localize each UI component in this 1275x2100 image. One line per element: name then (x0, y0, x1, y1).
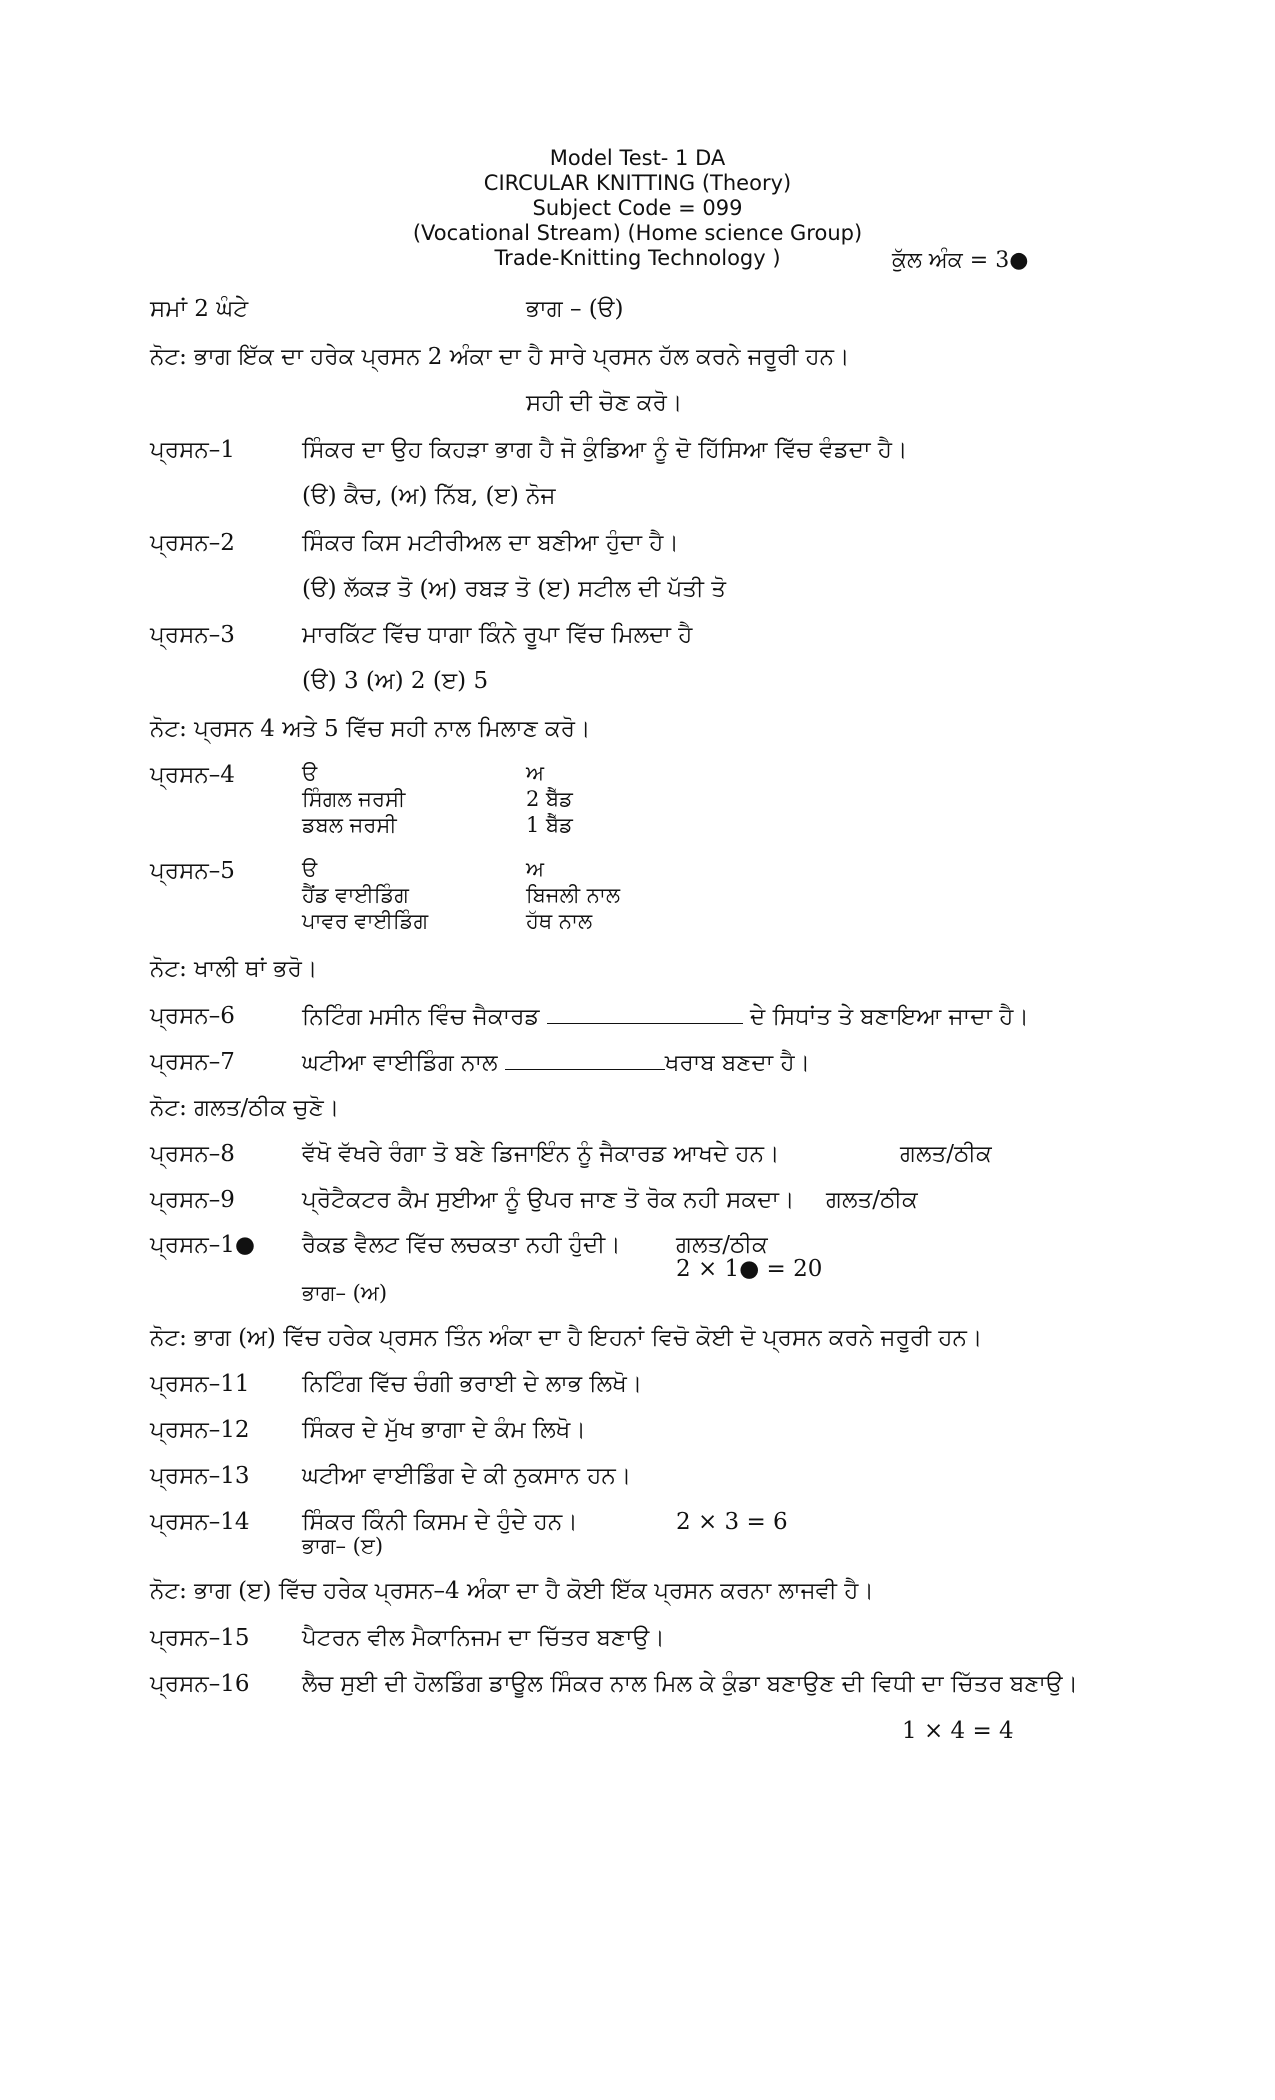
section-c-note: ਨੋਟ: ਭਾਗ (ੲ) ਵਿੱਚ ਹਰੇਕ ਪ੍ਰਸਨ–4 ਅੰਕਾ ਦਾ ਹੈ ਕੋਈ ਇੱਕ ਪ੍ਰਸਨ ਕਰਨਾ ਲਾਜਵੀ ਹੈ। (150, 1578, 874, 1604)
question-text: ਪ੍ਰੋਟੈਕਟਰ ਕੈਮ ਸੁਈਆ ਨੂੰ ਉਪਰ ਜਾਣ ਤੋ ਰੋਕ ਨਹੀ ਸਕਦਾ। (302, 1187, 795, 1213)
question-text: ਮਾਰਕਿੱਟ ਵਿੱਚ ਧਾਗਾ ਕਿੰਨੇ ਰੂਪਾ ਵਿੱਚ ਮਿਲਦਾ ਹੈ (302, 622, 693, 648)
column-a-head: ੳ (302, 857, 318, 881)
question-number: ਪ੍ਰਸਨ–15 (150, 1625, 250, 1651)
question-number: ਪ੍ਰਸਨ–6 (150, 1003, 235, 1029)
match-note: ਨੋਟ: ਪ੍ਰਸਨ 4 ਅਤੇ 5 ਵਿੱਚ ਸਹੀ ਨਾਲ ਮਿਲਾਣ ਕਰੋ। (150, 716, 591, 742)
question-options: (ੳ) ਕੈਚ, (ਅ) ਨਿੱਬ, (ੲ) ਨੋਜ (302, 483, 556, 509)
question-text: ਸਿੰਕਰ ਕਿੰਨੀ ਕਿਸਮ ਦੇ ਹੁੰਦੇ ਹਨ। (302, 1509, 578, 1535)
match-item-b: 1 ਬੈੱਡ (526, 813, 573, 837)
section-a-instruction: ਸਹੀ ਦੀ ਚੋਣ ਕਰੋ। (526, 390, 683, 416)
total-marks: ਕੁੱਲ ਅੰਕ = 3● (892, 248, 1029, 273)
section-c-title: ਭਾਗ– (ੲ) (302, 1534, 384, 1558)
match-table (302, 856, 620, 934)
match-row (302, 882, 620, 908)
stream-group: (Vocational Stream) (Home science Group) (412, 221, 863, 245)
question-text: ਘਟੀਆ ਵਾਈਡਿੰਗ ਦੇ ਕੀ ਨੁਕਸਾਨ ਹਨ। (302, 1463, 632, 1489)
question-text: ਸਿੰਕਰ ਕਿਸ ਮਟੀਰੀਅਲ ਦਾ ਬਣੀਆ ਹੁੰਦਾ ਹੈ। (302, 530, 679, 556)
question-text-before: ਨਿਟਿੰਗ ਮਸੀਨ ਵਿੰਚ ਜੈਕਾਰਡ (302, 1004, 540, 1030)
question-text: ਸਿੰਕਰ ਦਾ ਉਹ ਕਿਹੜਾ ਭਾਗ ਹੈ ਜੋ ਕੁੰਡਿਆ ਨੂੰ ਦੋ ਹਿੱਸਿਆ ਵਿੱਚ ਵੰਡਦਾ ਹੈ। (302, 437, 908, 463)
true-false-choice: ਗਲਤ/ਠੀਕ (900, 1141, 992, 1167)
question-number: ਪ੍ਰਸਨ–16 (150, 1671, 250, 1697)
blank-field (547, 1003, 743, 1024)
question-text (302, 1003, 1029, 1030)
match-item-a: ਪਾਵਰ ਵਾਈਡਿੰਗ (302, 909, 429, 933)
match-item-a: ਹੈਂਡ ਵਾਈਡਿੰਗ (302, 883, 409, 907)
match-item-b: ਬਿਜਲੀ ਨਾਲ (526, 883, 621, 907)
subject-title: CIRCULAR KNITTING (Theory) (483, 171, 792, 195)
question-number: ਪ੍ਰਸਨ–11 (150, 1371, 250, 1397)
section-b-title: ਭਾਗ– (ਅ) (302, 1281, 388, 1305)
question-number: ਪ੍ਰਸਨ–1 (150, 437, 235, 463)
column-b-head: ਅ (526, 857, 545, 881)
match-row (302, 908, 620, 934)
question-number: ਪ੍ਰਸਨ–7 (150, 1049, 235, 1075)
section-b-note: ਨੋਟ: ਭਾਗ (ਅ) ਵਿੱਚ ਹਰੇਕ ਪ੍ਰਸਨ ਤਿੰਨ ਅੰਕਾ ਦਾ ਹੈ ਇਹਨਾਂ ਵਿਚੋ ਕੋਈ ਦੋ ਪ੍ਰਸਨ ਕਰਨੇ ਜਰੂਰੀ ਹਨ। (150, 1325, 983, 1351)
section-a-note: ਨੋਟ: ਭਾਗ ਇੱਕ ਦਾ ਹਰੇਕ ਪ੍ਰਸਨ 2 ਅੰਕਾ ਦਾ ਹੈ ਸਾਰੇ ਪ੍ਰਸਨ ਹੱਲ ਕਰਨੇ ਜਰੂਰੀ ਹਨ। (150, 344, 850, 370)
question-text: ਵੱਖੋ ਵੱਖਰੇ ਰੰਗਾ ਤੋ ਬਣੇ ਡਿਜਾਇੰਨ ਨੂੰ ਜੈਕਾਰਡ ਆਖਦੇ ਹਨ। (302, 1141, 780, 1167)
question-options: (ੳ) ਲੱਕੜ ਤੋ (ਅ) ਰਬੜ ਤੋ (ੲ) ਸਟੀਲ ਦੀ ਪੱਤੀ ਤੋ (302, 576, 726, 602)
section-b-marks: 2 × 3 = 6 (676, 1509, 788, 1535)
question-options: (ੳ) 3 (ਅ) 2 (ੲ) 5 (302, 668, 489, 694)
question-number: ਪ੍ਰਸਨ–8 (150, 1141, 235, 1167)
question-text-after: ਦੇ ਸਿਧਾਂਤ ਤੇ ਬਣਾਇਆ ਜਾਦਾ ਹੈ। (750, 1004, 1029, 1030)
question-number: ਪ੍ਰਸਨ–14 (150, 1509, 250, 1535)
question-text (302, 1049, 810, 1076)
question-number: ਪ੍ਰਸਨ–4 (150, 762, 235, 788)
match-item-b: ਹੱਥ ਨਾਲ (526, 909, 593, 933)
question-text-after: ਖਰਾਬ ਬਣਦਾ ਹੈ। (664, 1050, 811, 1076)
question-number: ਪ੍ਰਸਨ–1● (150, 1232, 255, 1258)
blank-field (505, 1049, 665, 1070)
exam-header (0, 146, 1275, 271)
match-table (302, 760, 573, 838)
column-a-head: ੳ (302, 761, 318, 785)
model-test-title: Model Test- 1 DA (549, 146, 726, 170)
question-number: ਪ੍ਰਸਨ–2 (150, 530, 235, 556)
match-item-a: ਸਿੰਗਲ ਜਰਸੀ (302, 787, 406, 811)
true-false-note: ਨੋਟ: ਗਲਤ/ਠੀਕ ਚੁਣੋ। (150, 1095, 340, 1121)
trade-name: Trade-Knitting Technology ) (494, 246, 781, 270)
match-row (302, 786, 573, 812)
match-row (302, 812, 573, 838)
section-c-marks: 1 × 4 = 4 (902, 1718, 1014, 1744)
question-text: ਸਿੰਕਰ ਦੇ ਮੁੱਖ ਭਾਗਾ ਦੇ ਕੰਮ ਲਿਖੋ। (302, 1417, 586, 1443)
question-number: ਪ੍ਰਸਨ–5 (150, 858, 235, 884)
question-text: ਨਿਟਿੰਗ ਵਿੱਚ ਚੰਗੀ ਭਰਾਈ ਦੇ ਲਾਭ ਲਿਖੋ। (302, 1371, 643, 1397)
true-false-choice: ਗਲਤ/ਠੀਕ (676, 1232, 768, 1258)
exam-time: ਸਮਾਂ 2 ਘੰਟੇ (150, 296, 249, 322)
subject-code: Subject Code = 099 (532, 196, 743, 220)
section-a-marks: 2 × 1● = 20 (676, 1256, 823, 1282)
question-text: ਲੈਚ ਸੁਈ ਦੀ ਹੋਲਡਿੰਗ ਡਾਊਲ ਸਿੰਕਰ ਨਾਲ ਮਿਲ ਕੇ ਕੁੰਡਾ ਬਣਾਉਣ ਦੀ ਵਿਧੀ ਦਾ ਚਿੱਤਰ ਬਣਾਉ। (302, 1671, 1079, 1697)
question-number: ਪ੍ਰਸਨ–12 (150, 1417, 250, 1443)
section-a-title: ਭਾਗ – (ੳ) (526, 296, 624, 322)
match-item-a: ਡਬਲ ਜਰਸੀ (302, 813, 397, 837)
question-number: ਪ੍ਰਸਨ–3 (150, 622, 235, 648)
column-b-head: ਅ (526, 761, 545, 785)
fill-blank-note: ਨੋਟ: ਖਾਲੀ ਥਾਂ ਭਰੋ। (150, 956, 318, 982)
question-text: ਰੈਕਡ ਵੈਲਟ ਵਿੱਚ ਲਚਕਤਾ ਨਹੀ ਹੁੰਦੀ। (302, 1232, 621, 1258)
match-header-row (302, 760, 573, 786)
match-item-b: 2 ਬੈੱਡ (526, 787, 573, 811)
question-number: ਪ੍ਰਸਨ–13 (150, 1463, 250, 1489)
question-text: ਪੈਟਰਨ ਵੀਲ ਮੈਕਾਨਿਜਮ ਦਾ ਚਿੱਤਰ ਬਣਾਉ। (302, 1625, 665, 1651)
question-number: ਪ੍ਰਸਨ–9 (150, 1187, 235, 1213)
question-text-before: ਘਟੀਆ ਵਾਈਡਿੰਗ ਨਾਲ (302, 1050, 498, 1076)
match-header-row (302, 856, 620, 882)
true-false-choice: ਗਲਤ/ਠੀਕ (826, 1187, 918, 1213)
